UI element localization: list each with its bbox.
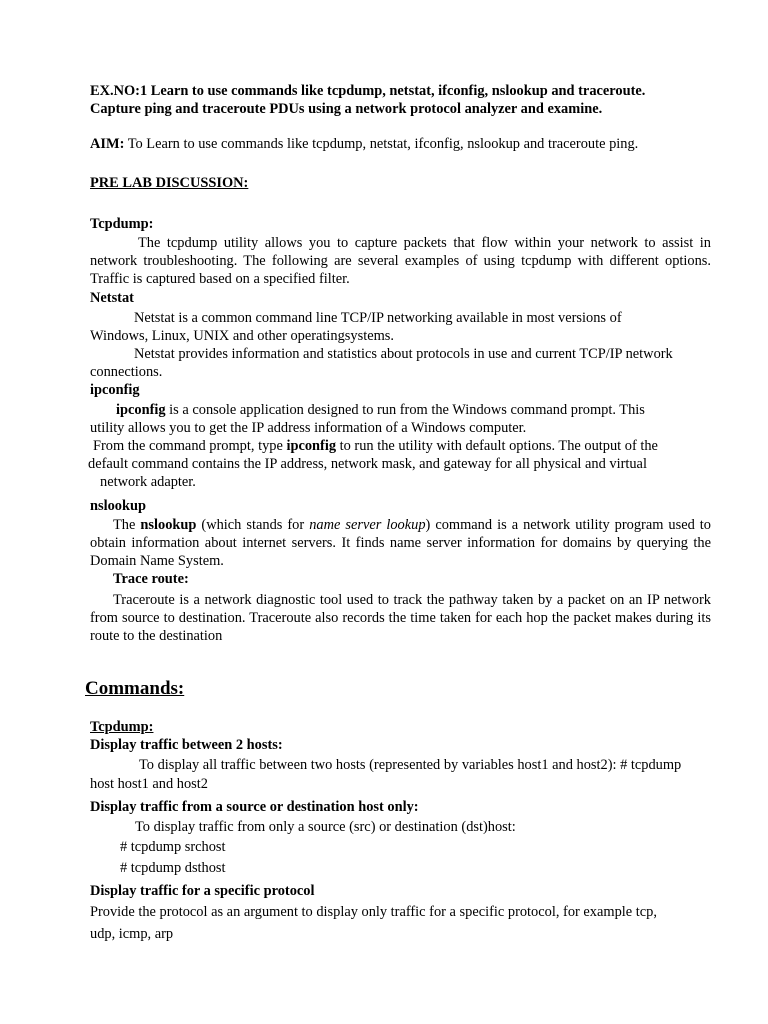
ipconfig-p2-line3: network adapter. [100,474,196,490]
netstat-para2-line2: connections. [90,364,163,380]
traceroute-paragraph: Traceroute is a network diagnostic tool used to track the pathway taken by a packet on an IP network from source to destination. Traceroute also records the time taken for each hop the packet makes during its route to the destination [90,592,711,644]
title-line-2: Capture ping and traceroute PDUs using a network protocol analyzer and examine. [90,101,603,117]
ipconfig-p2-line1 [93,437,658,455]
nslookup-bold: nslookup [140,517,197,533]
prelab-heading: PRE LAB DISCUSSION: [90,175,249,191]
protocol-line1: Provide the protocol as an argument to display only traffic for a specific protocol, for example tcp, [90,904,657,920]
aim-text: To Learn to use commands like tcpdump, netstat, ifconfig, nslookup and traceroute ping. [127,136,639,152]
netstat-para1-line1: Netstat is a common command line TCP/IP networking available in most versions of [134,310,622,326]
traceroute-heading: Trace route: [113,571,189,587]
netstat-para2-line1: Netstat provides information and statistics about protocols in use and current TCP/IP network [134,346,673,362]
ipconfig-p1-rest: is a console application designed to run from the Windows command prompt. This [165,402,645,418]
nslookup-paragraph [90,516,711,570]
src-dst-line1: To display traffic from only a source (src) or destination (dst)host: [135,819,516,835]
netstat-para1-line2: Windows, Linux, UNIX and other operatingsystems. [90,328,394,344]
tcpdump-paragraph: The tcpdump utility allows you to capture packets that flow within your network to assist in network troubleshooting. The following are several examples of using tcpdump with different options. Traffic is captured based on a specified filter. [90,235,711,287]
nslookup-pre: The [113,517,141,533]
tcpdump-heading: Tcpdump: [90,216,154,232]
netstat-heading: Netstat [90,290,134,306]
commands-heading: Commands: [85,678,185,699]
ipconfig-p2-line2: default command contains the IP address, network mask, and gateway for all physical and virtual [88,456,647,472]
src-dst-cmd1: # tcpdump srchost [120,839,226,855]
aim-label: AIM: [90,136,125,152]
nslookup-mid: (which stands for [196,517,310,533]
title-line-1: EX.NO:1 Learn to use commands like tcpdump, netstat, ifconfig, nslookup and traceroute. [90,83,646,99]
protocol-heading: Display traffic for a specific protocol [90,883,315,899]
ipconfig-p2-bold: ipconfig [286,438,337,454]
hosts-line2: host host1 and host2 [90,776,208,792]
src-dst-heading: Display traffic from a source or destination host only: [90,799,419,815]
ipconfig-p2-pre: From the command prompt, type [93,438,287,454]
src-dst-cmd2: # tcpdump dsthost [120,860,226,876]
hosts-line1: To display all traffic between two hosts (represented by variables host1 and host2): # tcpdump [139,757,682,773]
exercise-title [90,82,730,118]
aim-paragraph [90,135,730,153]
ipconfig-heading: ipconfig [90,382,140,398]
protocol-line2: udp, icmp, arp [90,926,174,942]
ipconfig-p1-line2: utility allows you to get the IP address information of a Windows computer. [90,420,527,436]
nslookup-heading: nslookup [90,498,147,514]
ipconfig-p1-bold: ipconfig [116,402,166,418]
nslookup-italic: name server lookup [309,517,426,533]
ipconfig-p2-rest: to run the utility with default options. The output of the [336,438,658,454]
nslookup-rest: ) command is a network utility program used to obtain information about internet servers. It finds name server information for domains by querying the Domain Name System. [90,517,711,569]
hosts-heading: Display traffic between 2 hosts: [90,737,283,753]
ipconfig-p1-line1 [116,401,645,419]
cmd-tcpdump-heading: Tcpdump: [90,719,154,735]
